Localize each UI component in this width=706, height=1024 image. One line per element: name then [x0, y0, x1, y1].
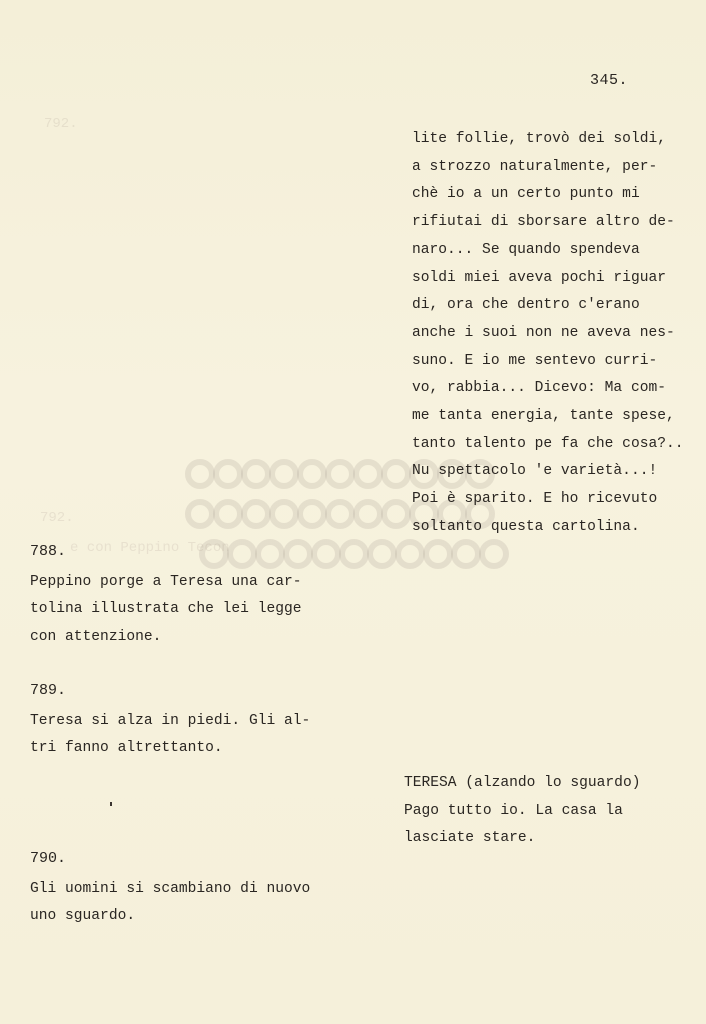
dialogue-line: lasciate stare.: [404, 830, 536, 847]
scene-788: [30, 538, 302, 652]
text-line: soldi miei aveva pochi riguar: [412, 269, 666, 286]
text-line: Nu spettacolo 'e varietà...!: [412, 463, 658, 480]
text-line: chè io a un certo punto mi: [412, 186, 640, 203]
bleed-through-text: e con Peppino Tecon: [70, 540, 230, 556]
text-line: lite follie, trovò dei soldi,: [412, 131, 666, 147]
text-line: tanto talento pe fa che cosa?..: [412, 435, 684, 452]
scene-description-line: tolina illustrata che lei legge: [30, 601, 302, 618]
text-line: me tanta energia, tante spese,: [412, 408, 675, 425]
scene-description-line: tri fanno altrettanto.: [30, 740, 223, 757]
text-line: a strozzo naturalmente, per-: [412, 158, 658, 175]
monologue-text: [412, 126, 704, 542]
scene-description-line: Teresa si alza in piedi. Gli al-: [30, 712, 311, 729]
text-line: naro... Se quando spendeva: [412, 241, 640, 258]
text-line: suno. E io me sentevo curri-: [412, 352, 658, 369]
scene-number: 789.: [30, 682, 67, 699]
scene-number: 790.: [30, 850, 67, 867]
text-line: Poi è sparito. E ho ricevuto: [412, 491, 658, 508]
page-number: 345.: [590, 72, 629, 89]
bleed-through-scene-number: 792.: [40, 510, 74, 526]
text-line: anche i suoi non ne aveva nes-: [412, 324, 675, 341]
bleed-through-scene-number: 792.: [44, 116, 78, 132]
scene-description-line: con attenzione.: [30, 629, 162, 646]
ink-speck: [110, 802, 112, 806]
scene-description-line: Peppino porge a Teresa una car-: [30, 573, 302, 590]
scene-number: 788.: [30, 543, 67, 560]
dialogue-teresa: [404, 770, 640, 853]
scene-description-line: uno sguardo.: [30, 908, 136, 925]
text-line: soltanto questa cartolina.: [412, 518, 640, 535]
scene-description-line: Gli uomini si scambiano di nuovo: [30, 880, 311, 897]
text-line: di, ora che dentro c'erano: [412, 297, 640, 314]
scene-790: [30, 845, 310, 931]
character-cue: TERESA (alzando lo sguardo): [404, 775, 641, 791]
dialogue-line: Pago tutto io. La casa la: [404, 802, 623, 819]
text-line: vo, rabbia... Dicevo: Ma com-: [412, 380, 666, 397]
scene-789: [30, 677, 310, 763]
text-line: rifiutai di sborsare altro de-: [412, 214, 675, 231]
